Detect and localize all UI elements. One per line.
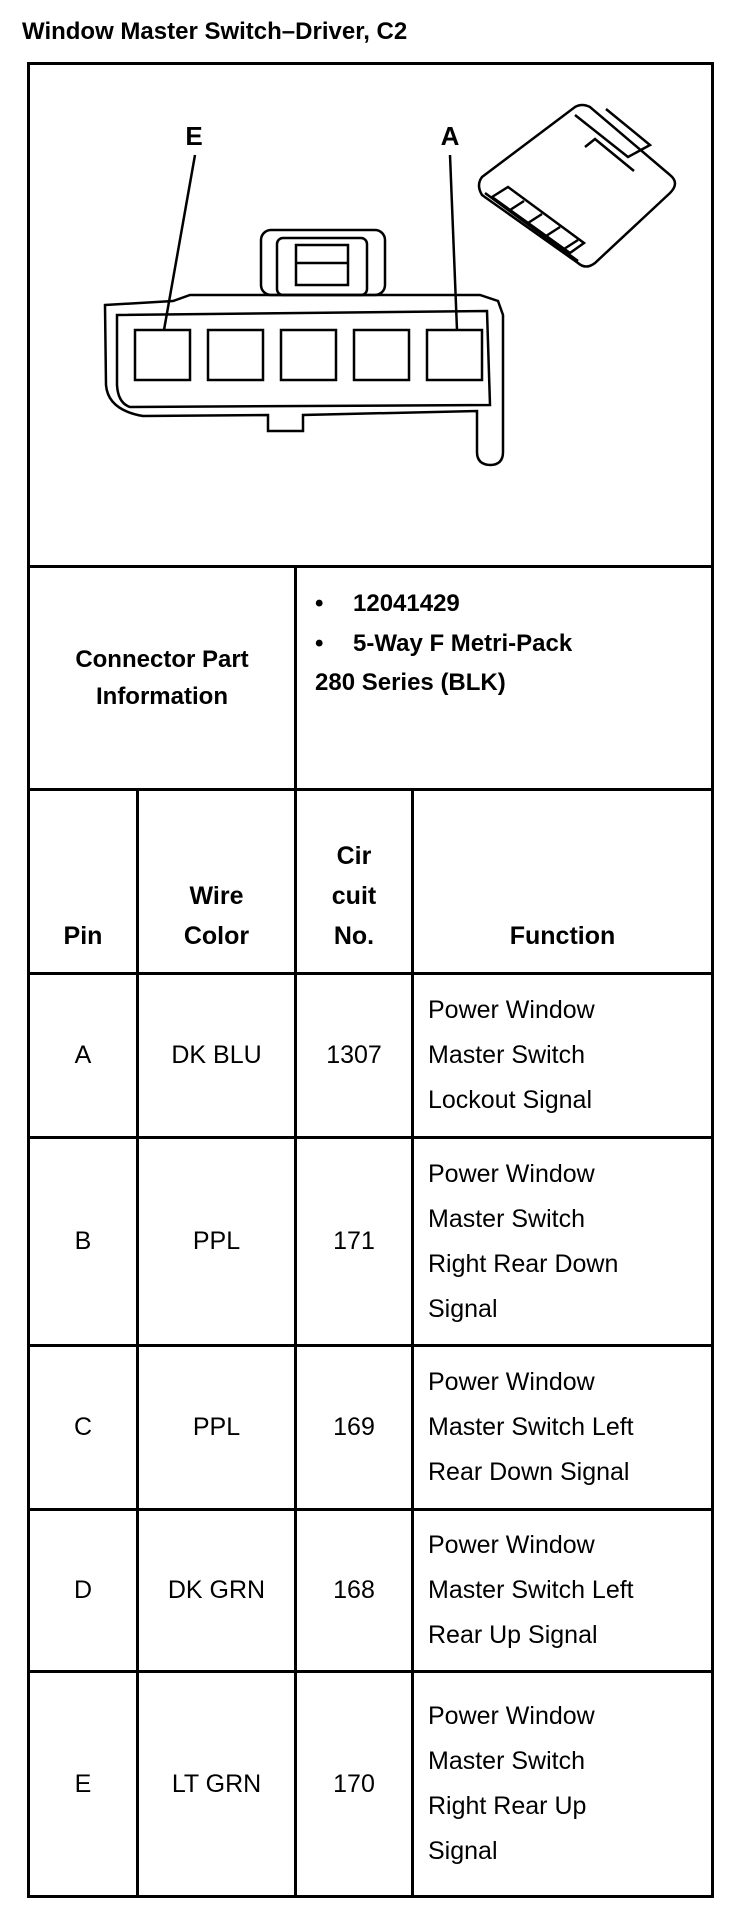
circuit-cell: 171 xyxy=(333,1227,375,1256)
page-title: Window Master Switch–Driver, C2 xyxy=(22,18,408,45)
function-cell: Power Window Master Switch Lockout Signal xyxy=(428,996,595,1114)
function-cell: Power Window Master Switch Left Rear Up Signal xyxy=(428,1531,634,1649)
connector-diagram xyxy=(30,65,711,565)
wire-color-cell: PPL xyxy=(192,1227,241,1256)
wire-color-cell: LT GRN xyxy=(171,1769,262,1798)
connector-description-line2: 280 Series (BLK) xyxy=(315,669,506,697)
header-wire-color: Wire Color xyxy=(183,882,250,950)
circuit-cell: 170 xyxy=(333,1769,375,1798)
wire-color-cell: DK GRN xyxy=(167,1576,266,1605)
part-number: • 12041429 xyxy=(315,584,711,624)
pin-cell: D xyxy=(73,1576,93,1605)
circuit-cell: 1307 xyxy=(326,1041,382,1070)
connector-part-info xyxy=(297,568,711,788)
function-cell: Power Window Master Switch Right Rear Down Signal xyxy=(428,1159,619,1323)
connector-description-line1: • 5-Way F Metri-Pack xyxy=(315,624,711,664)
pin-label-e: E xyxy=(185,121,203,151)
function-cell: Power Window Master Switch Right Rear Up Signal xyxy=(428,1702,595,1865)
header-pin: Pin xyxy=(63,922,103,950)
circuit-cell: 169 xyxy=(333,1413,375,1442)
header-function: Function xyxy=(509,922,616,950)
function-cell: Power Window Master Switch Left Rear Down Signal xyxy=(428,1368,634,1486)
wire-color-cell: DK BLU xyxy=(171,1041,262,1070)
pin-cell: E xyxy=(74,1769,92,1798)
pin-label-a: A xyxy=(440,121,460,151)
pin-cell: A xyxy=(74,1041,92,1070)
pin-cell: B xyxy=(74,1227,92,1256)
wire-color-cell: PPL xyxy=(192,1413,241,1442)
circuit-cell: 168 xyxy=(333,1576,375,1605)
connector-part-info-label: Connector Part Information xyxy=(75,645,249,710)
header-circuit-number: Cir cuit No. xyxy=(331,842,377,950)
pin-cell: C xyxy=(73,1413,93,1442)
connector-table xyxy=(27,62,714,1898)
